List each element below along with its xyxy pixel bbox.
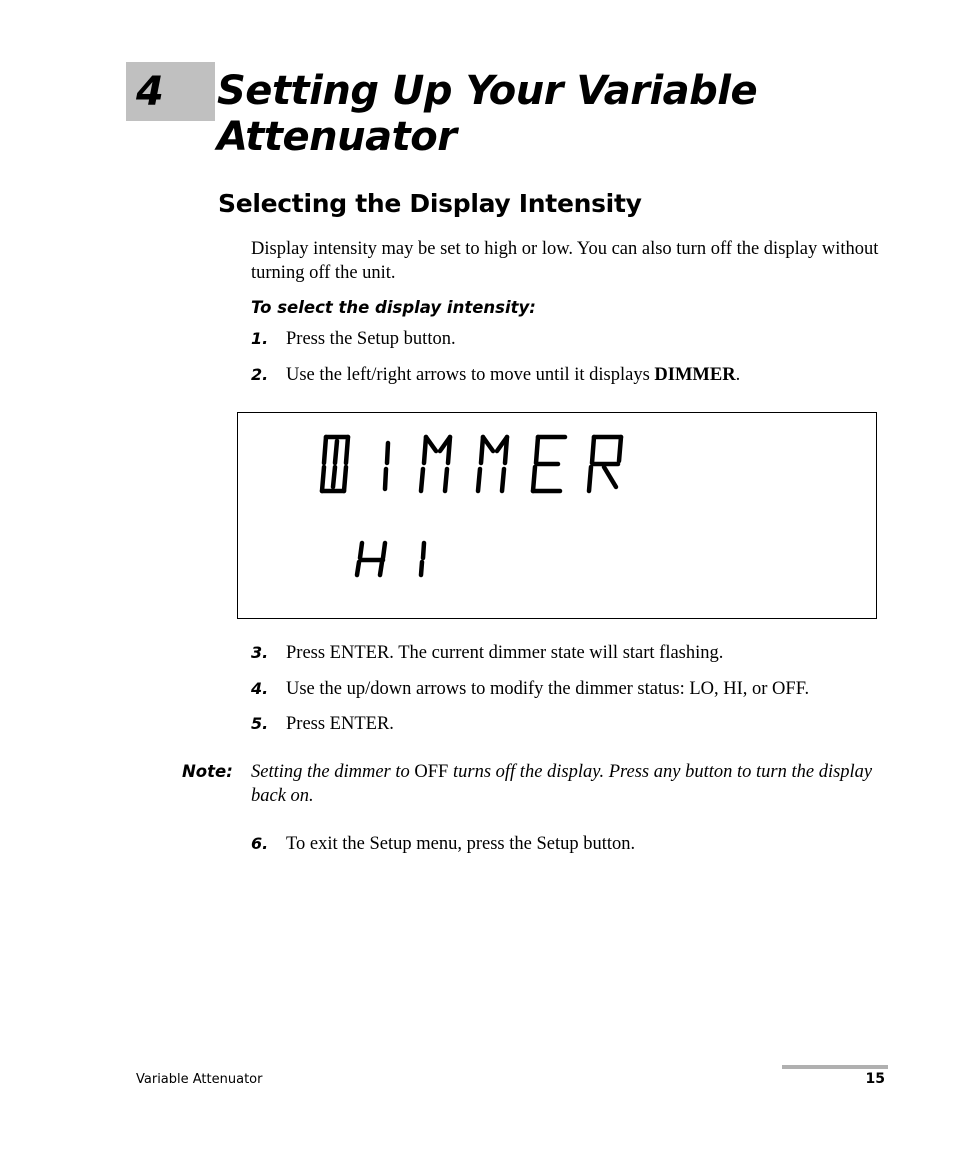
step-text: Use the up/down arrows to modify the dimmer status: LO, HI, or OFF. — [286, 679, 810, 699]
step-text: To exit the Setup menu, press the Setup button. — [286, 834, 636, 854]
lcd-char-M2 — [478, 437, 507, 491]
lcd-char-H — [357, 543, 385, 575]
lcd-char-E — [533, 437, 565, 491]
lcd-char-I — [385, 443, 388, 489]
step-number: 4. — [251, 679, 269, 698]
dimmer-keyword: DIMMER — [654, 365, 736, 385]
step-text: Use the left/right arrows to move until it displays DIMMER. — [286, 365, 741, 385]
note-text: Setting the dimmer to OFF turns off the display. Press any button to turn the display back on. — [251, 762, 873, 806]
lcd-char-M1 — [421, 437, 450, 491]
step-number: 3. — [251, 643, 269, 662]
step-number: 2. — [251, 365, 269, 384]
lcd-display-illustration — [237, 412, 877, 619]
lcd-char-R — [589, 437, 621, 491]
step-number: 6. — [251, 834, 269, 853]
step-text: Press the Setup button. — [286, 329, 456, 349]
step-text: Press ENTER. The current dimmer state will start flashing. — [286, 643, 724, 663]
footer-document-title: Variable Attenuator — [136, 1072, 263, 1087]
procedure-title: To select the display intensity: — [251, 298, 536, 317]
step-number: 1. — [251, 329, 269, 348]
chapter-number: 4 — [136, 69, 164, 115]
step-text: Press ENTER. — [286, 714, 394, 734]
note-label: Note: — [182, 762, 233, 781]
intro-paragraph: Display intensity may be set to high or low. You can also turn off the display without turning off the unit. — [251, 239, 879, 283]
page-number: 15 — [865, 1071, 885, 1087]
section-title: Selecting the Display Intensity — [218, 189, 642, 218]
step-number: 5. — [251, 714, 269, 733]
lcd-char-D — [322, 437, 348, 491]
lcd-segments — [238, 413, 878, 620]
footer-rule — [782, 1065, 888, 1069]
lcd-char-I2 — [421, 543, 424, 575]
chapter-title: Setting Up Your Variable Attenuator — [217, 68, 758, 160]
